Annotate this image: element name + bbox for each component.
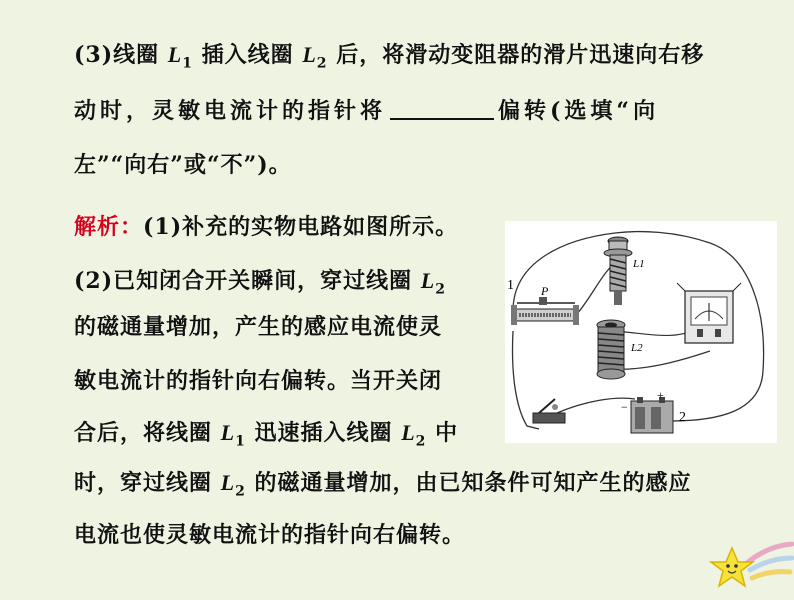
label-p: P	[541, 284, 549, 298]
star-decoration-icon	[708, 540, 794, 596]
analysis-line-4: 敏电流计的指针向右偏转。当开关闭	[74, 368, 443, 394]
galvanometer	[677, 283, 741, 343]
label-minus: −	[621, 400, 628, 414]
analysis-line-3: 的磁通量增加，产生的感应电流使灵	[74, 314, 443, 340]
label-1: 1	[507, 278, 514, 293]
question-3-line-1: (3)线圈 $L_1$ 插入线圈 $L_2$ 后，将滑动变阻器的滑片迅速向右移	[74, 42, 705, 72]
analysis-line-7: 电流也使灵敏电流计的指针向右偏转。	[74, 522, 466, 548]
rheostat	[511, 297, 579, 325]
analysis-line-5: 合后，将线圈 $L_1$ 迅速插入线圈 $L_2$ 中	[74, 420, 459, 450]
analysis-line-2: (2)已知闭合开关瞬间，穿过线圈 $L_2$	[74, 268, 446, 298]
analysis-line-6: 时，穿过线圈 $L_2$ 的磁通量增加，由已知条件可知产生的感应	[74, 470, 692, 500]
circuit-diagram	[505, 221, 777, 443]
question-3-line-2: 动时，灵敏电流计的指针将 偏转(选填“向	[74, 98, 660, 124]
label-plus: +	[657, 388, 664, 402]
label-l2: L2	[631, 342, 643, 354]
battery	[631, 397, 673, 433]
question-3-line-3: 左”“向右”或“不”)。	[74, 152, 292, 178]
label-2: 2	[679, 410, 686, 425]
analysis-line-1: 解析：(1)补充的实物电路如图所示。	[74, 214, 459, 240]
label-l1: L1	[633, 258, 645, 270]
coil-l2	[597, 320, 625, 379]
answer-blank	[390, 96, 494, 120]
analysis-label: 解析：	[74, 214, 144, 240]
coil-l1	[604, 237, 632, 305]
